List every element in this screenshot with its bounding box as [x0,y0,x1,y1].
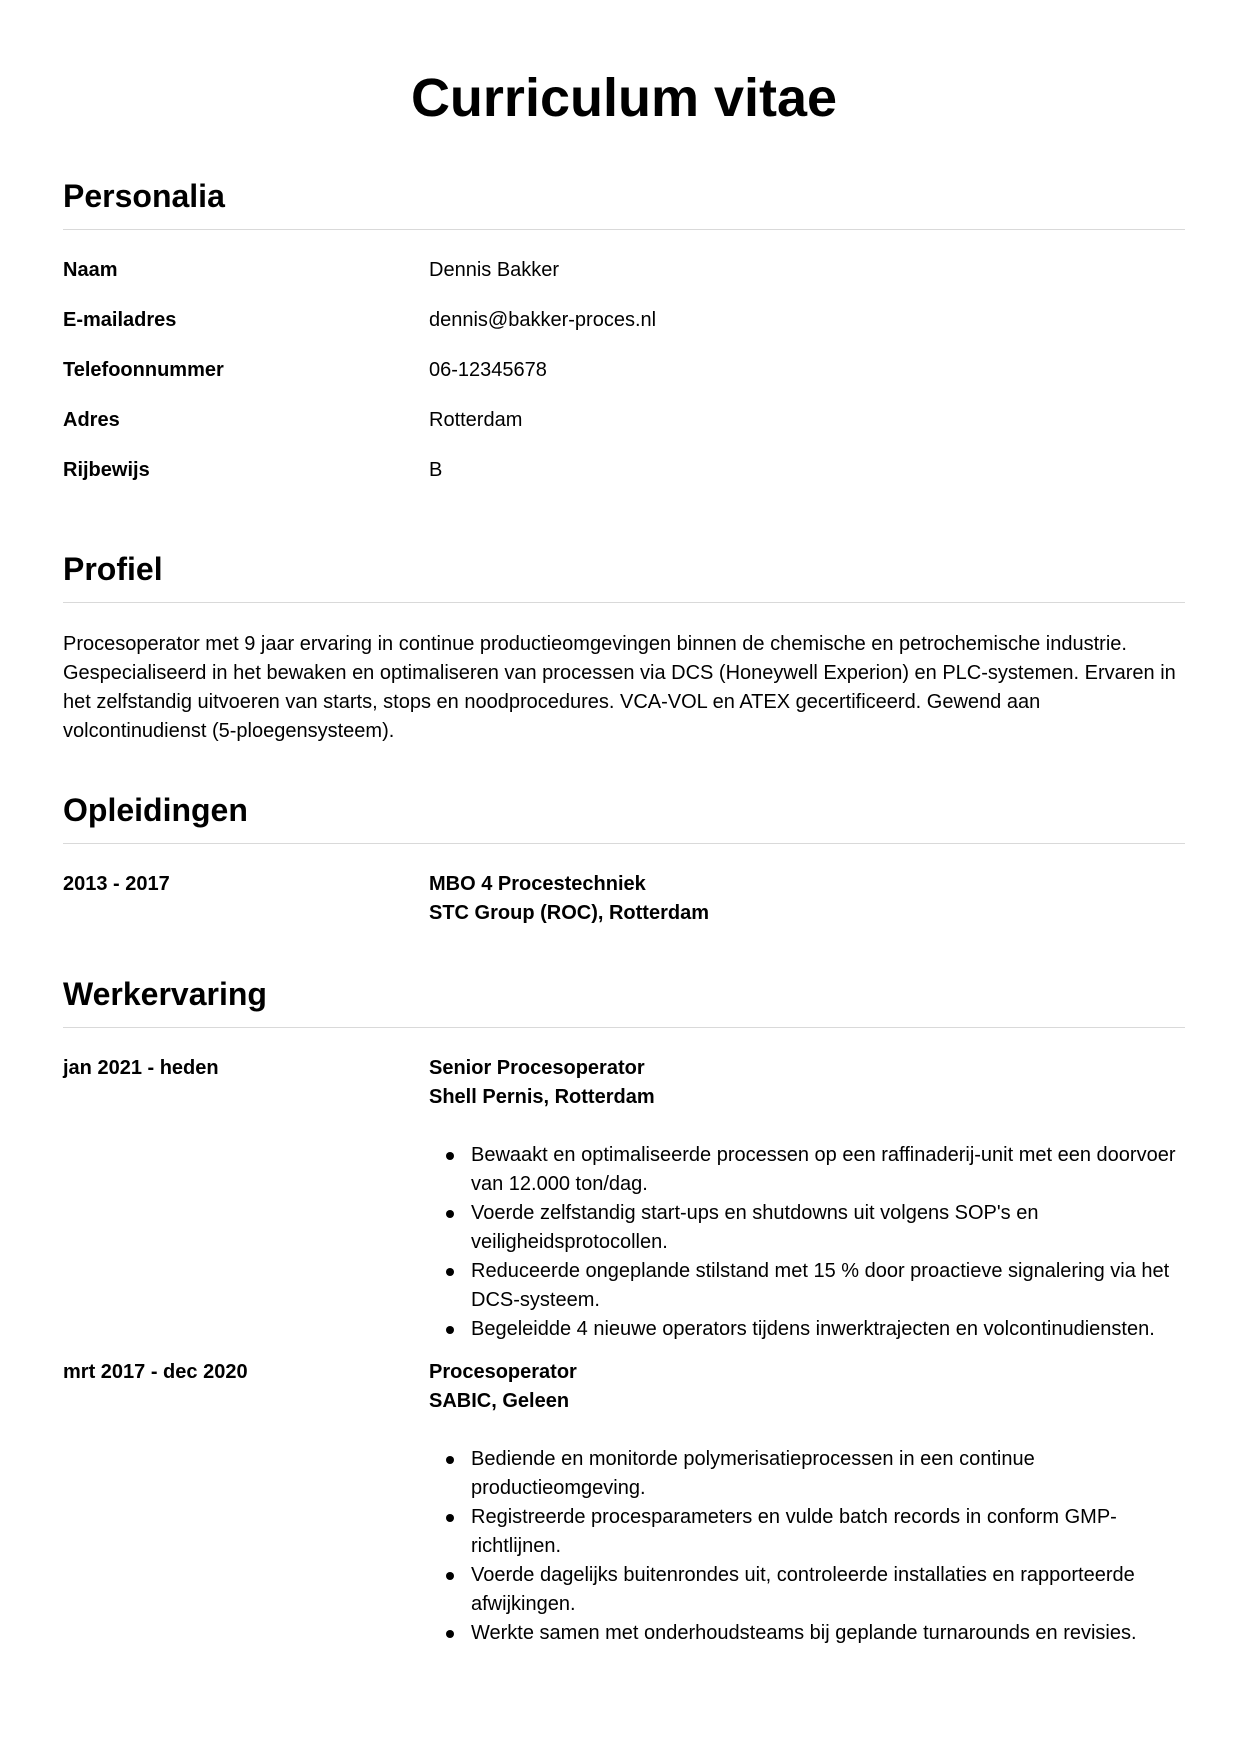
field-value: 06-12345678 [429,359,547,381]
work-company: SABIC, Geleen [429,1390,570,1412]
field-label: Telefoonnummer [63,359,224,381]
section-opleidingen [63,790,1185,928]
section-heading: Werkervaring [63,974,1185,1028]
work-title: Senior Procesoperator [429,1057,645,1079]
field-label: Adres [63,409,120,431]
work-title: Procesoperator [429,1361,577,1383]
field-value: Rotterdam [429,409,523,431]
field-value: dennis@bakker-proces.nl [429,309,657,331]
field-label: Rijbewijs [63,459,150,481]
list-item: Voerde zelfstandig start-ups en shutdowns uit volgens SOP's en veiligheidsprotocollen. [429,1199,1185,1257]
document-title: Curriculum vitae [410,68,838,128]
education-entry [63,870,1185,928]
education-period: 2013 - 2017 [63,873,170,895]
section-heading: Personalia [63,176,1185,230]
education-institution: STC Group (ROC), Rotterdam [429,902,709,924]
personalia-row-email [63,306,1185,335]
section-profiel [63,549,1185,746]
profile-text: Procesoperator met 9 jaar ervaring in continue productieomgevingen binnen de chemische en petrochemische industrie. Gespecialiseerd in het bewaken en optimaliseren van processen via DCS (Honeywell Experion) en PLC-systemen. Ervaren in het zelfstandig uitvoeren van starts, stops en noodprocedures. VCA-VOL en ATEX gecertificeerd. Gewend aan volcontinudienst (5-ploegensysteem). [63,633,1176,742]
personalia-row-rijbewijs [63,456,1185,485]
field-value: Dennis Bakker [429,259,560,281]
work-entry [63,1358,1185,1648]
work-bullets [429,1141,1185,1344]
work-period: mrt 2017 - dec 2020 [63,1361,248,1383]
list-item: Werkte samen met onderhoudsteams bij geplande turnarounds en revisies. [429,1619,1185,1648]
section-werkervaring [63,974,1185,1648]
personalia-row-adres [63,406,1185,435]
personalia-row-telefoon [63,356,1185,385]
list-item: Voerde dagelijks buitenrondes uit, controleerde installaties en rapporteerde afwijkingen. [429,1561,1185,1619]
work-company: Shell Pernis, Rotterdam [429,1086,655,1108]
section-personalia [63,176,1185,485]
list-item: Bediende en monitorde polymerisatieprocessen in een continue productieomgeving. [429,1445,1185,1503]
work-period: jan 2021 - heden [63,1057,219,1079]
list-item: Registreerde procesparameters en vulde batch records in conform GMP-richtlijnen. [429,1503,1185,1561]
field-label: E-mailadres [63,309,177,331]
work-bullets [429,1445,1185,1648]
field-label: Naam [63,259,118,281]
list-item: Bewaakt en optimaliseerde processen op een raffinaderij-unit met een doorvoer van 12.000 ton/dag. [429,1141,1185,1199]
list-item: Begeleidde 4 nieuwe operators tijdens inwerktrajecten en volcontinudiensten. [429,1315,1185,1344]
personalia-row-naam [63,256,1185,285]
field-value: B [429,459,443,481]
education-title: MBO 4 Procestechniek [429,873,646,895]
list-item: Reduceerde ongeplande stilstand met 15 % door proactieve signalering via het DCS-systeem. [429,1257,1185,1315]
section-heading: Opleidingen [63,790,1185,844]
section-heading: Profiel [63,549,1185,603]
work-entry [63,1054,1185,1344]
